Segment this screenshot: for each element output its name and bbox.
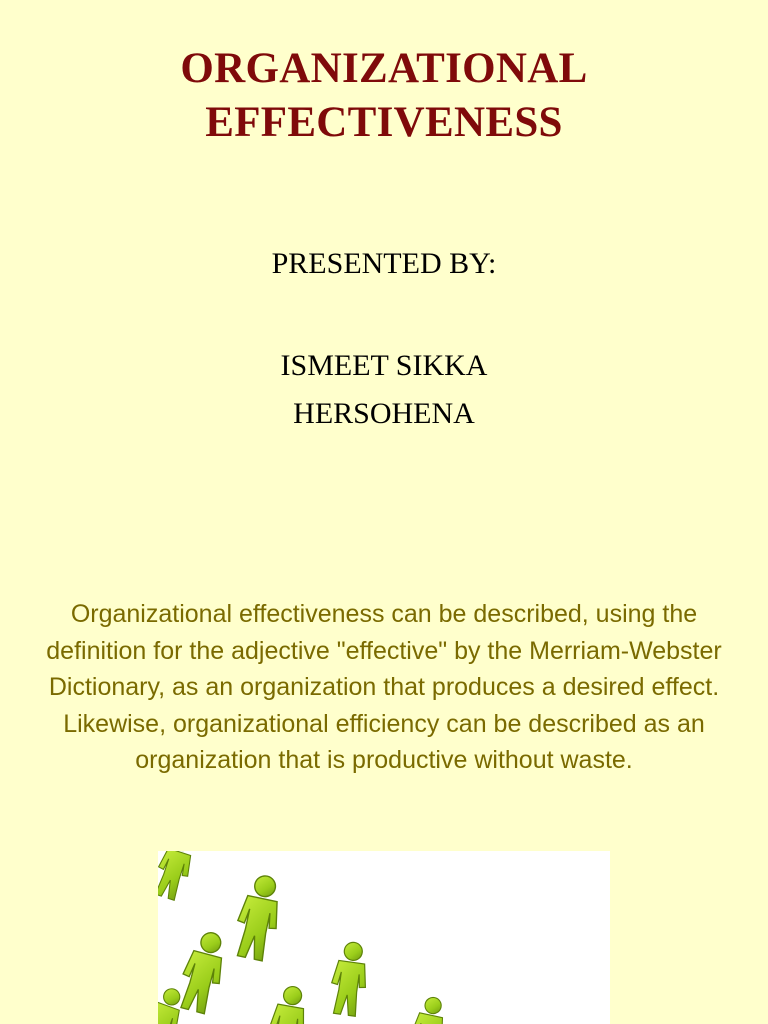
person-figure: [265, 984, 311, 1024]
person-figure: [231, 872, 287, 962]
person-figure: [328, 940, 372, 1017]
presenter-name: HERSOHENA: [293, 397, 475, 430]
green-people-figures-icon: [158, 851, 610, 1024]
description-paragraph: Organizational effectiveness can be described, using the definition for the adjective "effective" by the Merriam-Webster Dictionary, as an organization that produces a desired effect. Likewise, organizational efficiency can be described as an organization that is productive without waste.: [46, 600, 722, 774]
person-figure: [158, 851, 200, 902]
person-figure: [406, 994, 450, 1024]
title-line-2: EFFECTIVENESS: [205, 99, 563, 146]
presented-by-label: PRESENTED BY:: [271, 247, 497, 280]
person-figure: [175, 928, 232, 1015]
people-figures-image: [158, 851, 610, 1024]
presenter-list: [0, 342, 768, 438]
title-line-1: ORGANIZATIONAL: [180, 45, 588, 92]
slide-title: [0, 42, 768, 150]
presenter-name: ISMEET SIKKA: [280, 349, 488, 382]
